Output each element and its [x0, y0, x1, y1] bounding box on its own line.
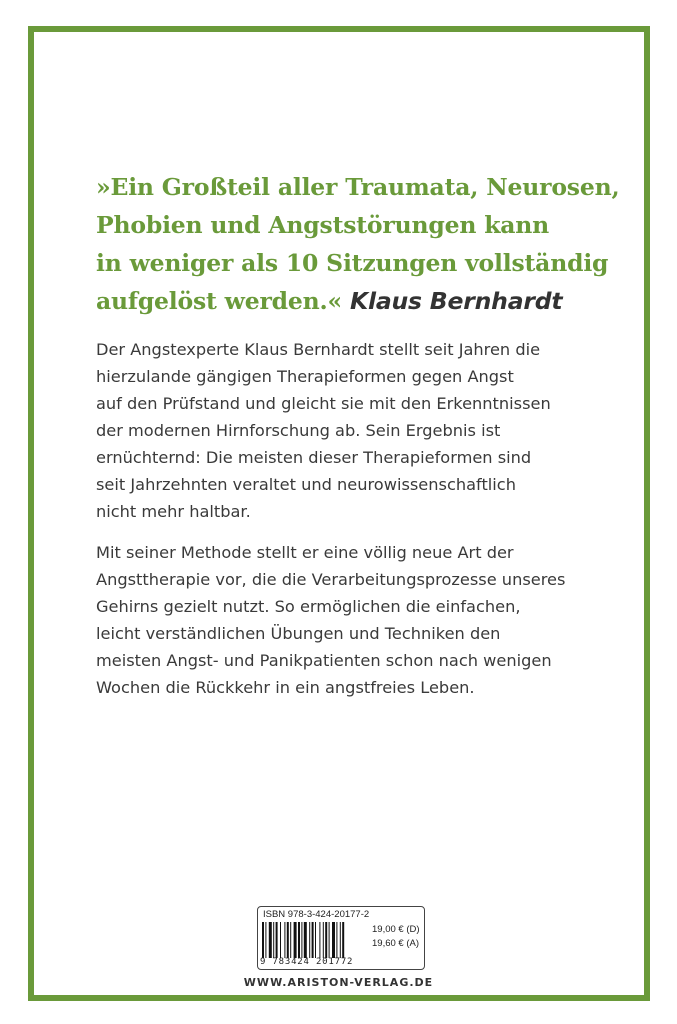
paragraph-line: Mit seiner Methode stellt er eine völlig neue Art der: [96, 543, 514, 562]
paragraph-line: ernüchternd: Die meisten dieser Therapieformen sind: [96, 448, 532, 467]
paragraph-line: der modernen Hirnforschung ab. Sein Ergebnis ist: [96, 421, 501, 440]
isbn-number: ISBN 978-3-424-20177-2: [263, 909, 370, 920]
paragraph-line: leicht verständlichen Übungen und Techniken den: [96, 624, 501, 643]
paragraph-line: Angsttherapie vor, die die Verarbeitungsprozesse unseres: [96, 570, 566, 589]
paragraph-line: Wochen die Rückkehr in ein angstfreies Leben.: [96, 678, 475, 697]
quote-line-last: [96, 282, 596, 320]
quote-line: Phobien und Angststörungen kann: [96, 211, 550, 239]
quote-text: aufgelöst werden.«: [96, 287, 342, 315]
paragraph-line: nicht mehr haltbar.: [96, 502, 251, 521]
quote-author: Klaus Bernhardt: [349, 287, 563, 315]
price-germany: 19,00 € (D): [372, 924, 420, 935]
paragraph-line: hierzulande gängigen Therapieformen gegen Angst: [96, 367, 514, 386]
pull-quote: [96, 168, 620, 320]
quote-line: in weniger als 10 Sitzungen vollständig: [96, 249, 609, 277]
paragraph-line: seit Jahrzehnten veraltet und neurowissenschaftlich: [96, 475, 516, 494]
description-paragraph-1: [96, 336, 596, 525]
barcode-digits: 9 783424 201772: [260, 957, 354, 967]
paragraph-line: Der Angstexperte Klaus Bernhardt stellt seit Jahren die: [96, 340, 541, 359]
description-paragraph-2: [96, 539, 596, 701]
barcode-icon: [262, 922, 368, 958]
paragraph-line: auf den Prüfstand und gleicht sie mit den Erkenntnissen: [96, 394, 551, 413]
barcode-panel: [257, 906, 425, 970]
price-austria: 19,60 € (A): [372, 938, 419, 949]
paragraph-line: meisten Angst- und Panikpatienten schon nach wenigen: [96, 651, 552, 670]
quote-line: »Ein Großteil aller Traumata, Neurosen,: [96, 173, 620, 201]
publisher-website: WWW.ARISTON-VERLAG.DE: [243, 976, 434, 989]
paragraph-line: Gehirns gezielt nutzt. So ermöglichen die einfachen,: [96, 597, 521, 616]
